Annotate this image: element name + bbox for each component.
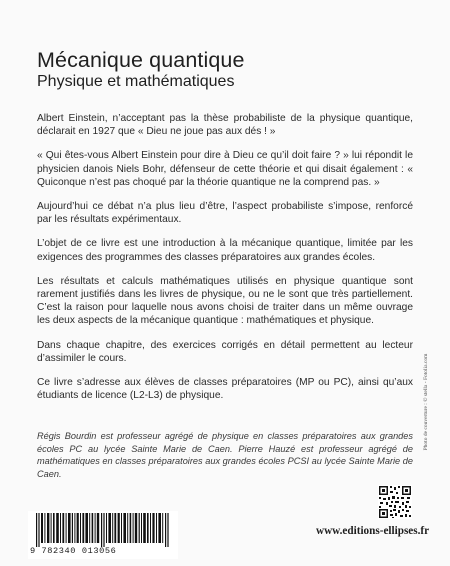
paragraph-math-physics: Les résultats et calculs mathématiques utilisés en physique quantique sont rarement justifiés dans les livres de physique, ou ne le sont que très partiellement. C’est la raison pour laquelle nous avons choisi de traiter dans un même ouvrage les deux aspects de la mécanique quantique : mathématiques et physique. [37,275,413,327]
paragraph-book-purpose: L’objet de ce livre est une introduction à la mécanique quantique, limitée par les exigences des programmes des classes préparatoires aux grandes écoles. [37,238,413,263]
paragraph-exercises: Dans chaque chapitre, des exercices corrigés en détail permettent au lecteur d’assimiler le cours. [37,339,413,364]
paragraph-audience: Ce livre s’adresse aux élèves de classes préparatoires (MP ou PC), ainsi qu’aux étudiants de licence (L2-L3) de physique. [37,377,413,402]
book-subtitle: Physique et mathématiques [37,73,235,90]
barcode [28,511,178,559]
barcode-bars [36,513,174,547]
photo-credit [422,318,430,488]
authors-note: Régis Bourdin est professeur agrégé de physique en classes préparatoires aux grandes écoles PC au lycée Sainte Marie de Caen. Pierre Hauzé est professeur agrégé de mathématiques en classes préparatoires aux grandes écoles PCSI au lycée Sainte Marie de Caen. [37,431,413,479]
photo-credit-text: Photo de couverture : © stella - Fotolia.com [423,353,429,451]
paragraph-debate: Aujourd’hui ce débat n’a plus lieu d’être, l’aspect probabiliste s’impose, renforcé par les résultats expérimentaux. [37,201,413,226]
book-title: Mécanique quantique [37,48,245,72]
blurb [37,112,413,413]
publisher-website[interactable]: www.editions-ellipses.fr [316,525,430,537]
paragraph-einstein-quote: Albert Einstein, n’acceptant pas la thèse probabiliste de la physique quantique, déclarait en 1927 que « Dieu ne joue pas aux dés ! » [37,113,413,138]
paragraph-bohr-reply: « Qui êtes-vous Albert Einstein pour dire à Dieu ce qu’il doit faire ? » lui répondit le physicien danois Niels Bohr, défenseur de cette théorie et qui disait également : « Quiconque n’est pas choqué par la théorie quantique ne la comprend pas. » [37,150,413,188]
isbn-digits: 9 782340 013056 [30,546,117,556]
qr-code-icon [378,485,412,519]
